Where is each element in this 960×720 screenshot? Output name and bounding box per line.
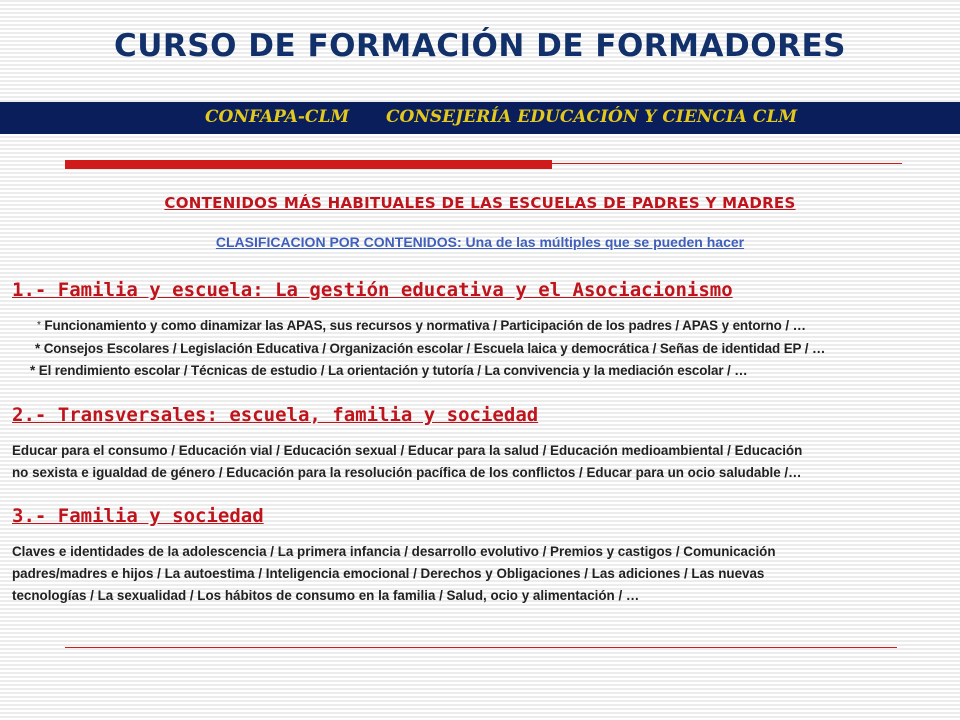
bullet-star-icon: *: [37, 320, 41, 331]
section-3-line: tecnologías / La sexualidad / Los hábitos de consumo en la familia / Salud, ocio y alimentación / …: [12, 588, 640, 603]
section-2-line: Educar para el consumo / Educación vial / Educación sexual / Educar para la salud / Educación medioambiental / Educación: [12, 443, 803, 458]
section-3-line: Claves e identidades de la adolescencia / La primera infancia / desarrollo evolutivo / Premios y castigos / Comunicación: [12, 544, 776, 559]
organization-confapa: CONFAPA-CLM: [205, 107, 350, 127]
section-1-bullet: * Funcionamiento y como dinamizar las APAS, sus recursos y normativa / Participación de los padres / APAS y entorno / …: [37, 318, 806, 333]
organization-consejeria: CONSEJERÍA EDUCACIÓN Y CIENCIA CLM: [386, 107, 798, 127]
page-title: CURSO DE FORMACIÓN DE FORMADORES: [114, 28, 846, 64]
decorative-red-line-top: [552, 163, 902, 164]
classification-subheading: CLASIFICACION POR CONTENIDOS: Una de las múltiples que se pueden hacer: [215, 234, 745, 250]
section-2-title: 2.- Transversales: escuela, familia y sociedad: [12, 404, 539, 426]
section-1-title: 1.- Familia y escuela: La gestión educativa y el Asociacionismo: [12, 279, 733, 301]
decorative-red-line-bottom: [65, 647, 897, 648]
section-3-title: 3.- Familia y sociedad: [12, 505, 264, 527]
section-3-text: [12, 541, 952, 607]
decorative-red-bar: [65, 160, 552, 169]
organizations-banner: [0, 102, 960, 134]
section-2-line: no sexista e igualdad de género / Educación para la resolución pacífica de los conflictos / Educar para un ocio saludable /…: [12, 465, 802, 480]
section-1-bullet: * El rendimiento escolar / Técnicas de estudio / La orientación y tutoría / La convivencia y la mediación escolar / …: [30, 363, 748, 378]
section-1-bullet: * Consejos Escolares / Legislación Educativa / Organización escolar / Escuela laica y democrática / Señas de identidad EP / …: [35, 341, 826, 356]
section-heading: CONTENIDOS MÁS HABITUALES DE LAS ESCUELAS DE PADRES Y MADRES: [164, 194, 796, 212]
section-2-text: [12, 440, 952, 484]
section-3-line: padres/madres e hijos / La autoestima / Inteligencia emocional / Derechos y Obligaciones / Las adiciones / Las nuevas: [12, 566, 765, 581]
